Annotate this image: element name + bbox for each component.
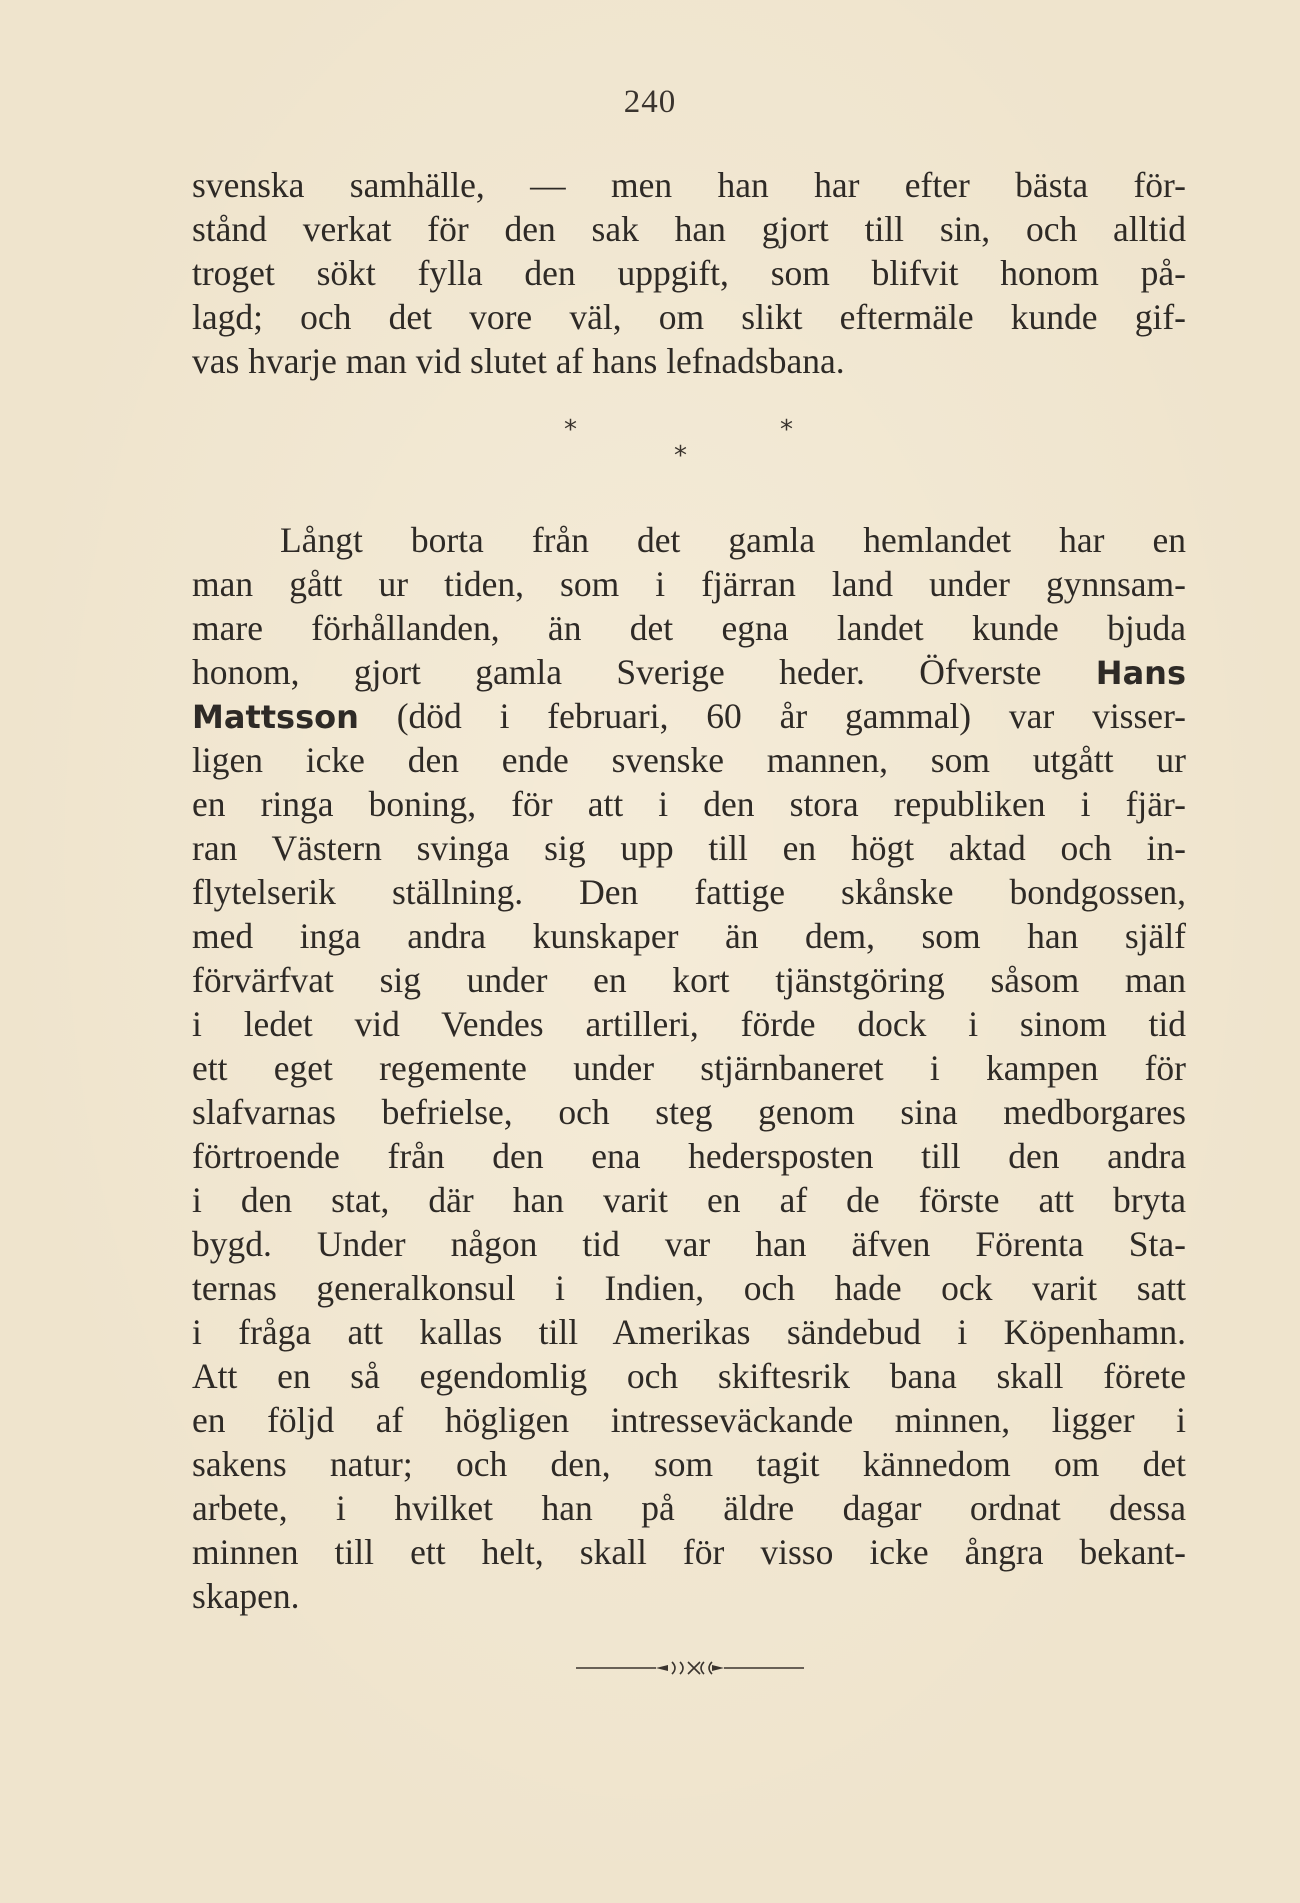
text-line: i ledet vid Vendes artilleri, förde dock i sinom tid bbox=[192, 1004, 1186, 1044]
text-line: förvärfvat sig under en kort tjänstgöring såsom man bbox=[192, 960, 1186, 1000]
text-line: i fråga att kallas till Amerikas sändebud i Köpenhamn. bbox=[192, 1312, 1186, 1352]
text-line-with-name bbox=[192, 694, 1186, 738]
paragraph-1 bbox=[192, 163, 1186, 383]
text-line: minnen till ett helt, skall för visso icke ångra bekant- bbox=[192, 1532, 1186, 1572]
asterisk: * bbox=[674, 441, 687, 471]
text-line: ternas generalkonsul i Indien, och hade ock varit satt bbox=[192, 1268, 1186, 1308]
text-fragment: honom, gjort gamla Sverige heder. Öfverste bbox=[192, 652, 1042, 692]
text-line: ett eget regemente under stjärnbaneret i kampen för bbox=[192, 1048, 1186, 1088]
section-separator bbox=[0, 415, 1300, 485]
text-line: Långt borta från det gamla hemlandet har en bbox=[280, 520, 1186, 560]
page-number: 240 bbox=[623, 84, 677, 120]
text-line: man gått ur tiden, som i fjärran land under gynnsam- bbox=[192, 564, 1186, 604]
asterisk: * bbox=[780, 415, 793, 445]
asterisk: * bbox=[564, 415, 577, 445]
text-line: ran Västern svinga sig upp till en högt aktad och in- bbox=[192, 828, 1186, 868]
text-line: slafvarnas befrielse, och steg genom sina medborgares bbox=[192, 1092, 1186, 1132]
text-line: vas hvarje man vid slutet af hans lefnadsbana. bbox=[192, 341, 845, 381]
person-name-last: Mattsson bbox=[192, 698, 359, 736]
text-line: Att en så egendomlig och skiftesrik bana skall förete bbox=[192, 1356, 1186, 1396]
text-line: med inga andra kunskaper än dem, som han själf bbox=[192, 916, 1186, 956]
text-line: sakens natur; och den, som tagit kännedom om det bbox=[192, 1444, 1186, 1484]
text-line: skapen. bbox=[192, 1576, 300, 1616]
person-name-first: Hans bbox=[1095, 654, 1186, 692]
text-line: ligen icke den ende svenske mannen, som utgått ur bbox=[192, 740, 1186, 780]
text-line: lagd; och det vore väl, om slikt eftermäle kunde gif- bbox=[192, 297, 1186, 337]
text-line: en ringa boning, för att i den stora republiken i fjär- bbox=[192, 784, 1186, 824]
text-line: stånd verkat för den sak han gjort till sin, och alltid bbox=[192, 209, 1186, 249]
text-line: i den stat, där han varit en af de förste att bryta bbox=[192, 1180, 1186, 1220]
text-line: flytelserik ställning. Den fattige skånske bondgossen, bbox=[192, 872, 1186, 912]
end-ornament-icon bbox=[576, 1658, 804, 1678]
text-line: svenska samhälle, — men han har efter bästa för- bbox=[192, 165, 1186, 205]
text-line: förtroende från den ena hedersposten till den andra bbox=[192, 1136, 1186, 1176]
text-line: arbete, i hvilket han på äldre dagar ordnat dessa bbox=[192, 1488, 1186, 1528]
text-fragment: (död i februari, 60 år gammal) var visser- bbox=[396, 696, 1187, 736]
text-line-with-name bbox=[192, 650, 1186, 694]
text-line: troget sökt fylla den uppgift, som blifvit honom på- bbox=[192, 253, 1186, 293]
paragraph-2 bbox=[192, 518, 1186, 1618]
text-line: bygd. Under någon tid var han äfven Förenta Sta- bbox=[192, 1224, 1186, 1264]
text-line: mare förhållanden, än det egna landet kunde bjuda bbox=[192, 608, 1186, 648]
text-line: en följd af högligen intresseväckande minnen, ligger i bbox=[192, 1400, 1186, 1440]
